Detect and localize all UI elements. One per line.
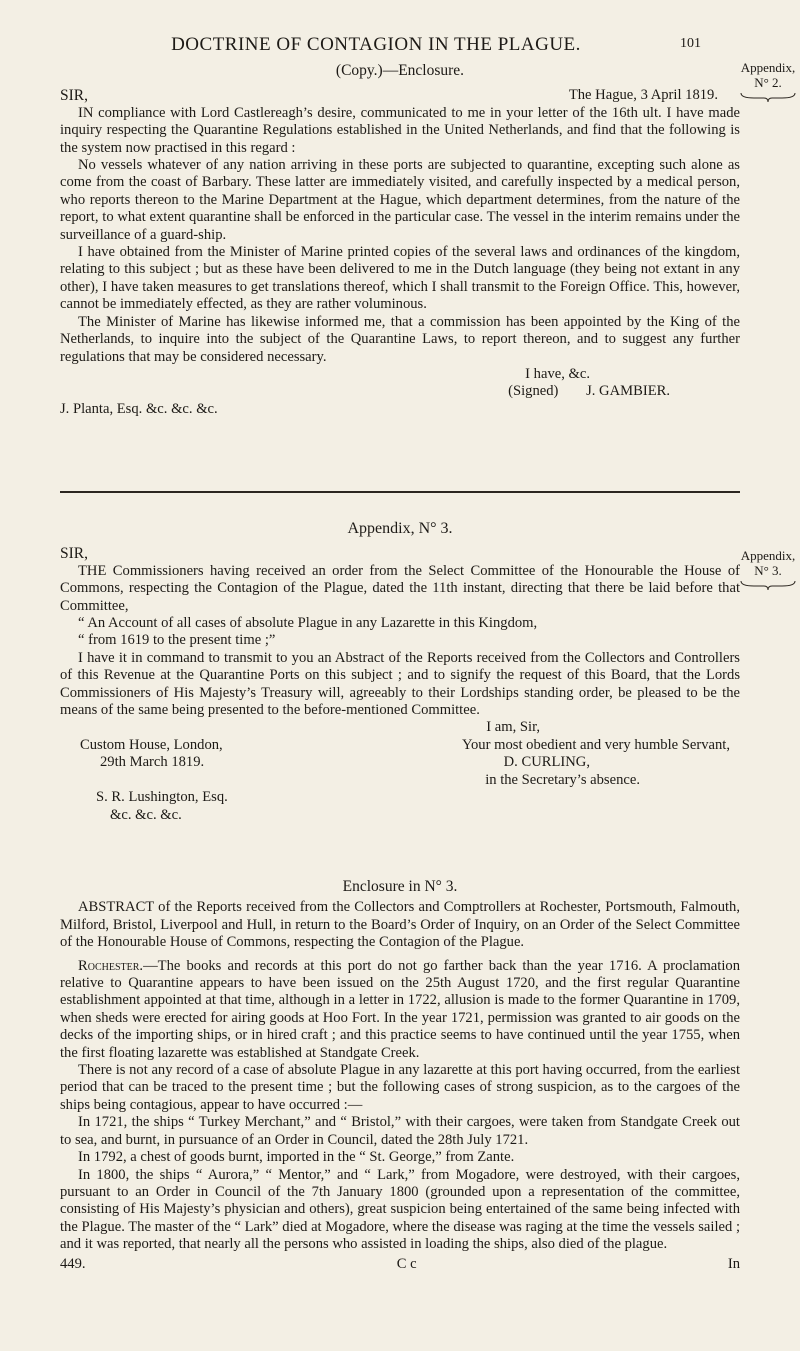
paragraph: No vessels whatever of any nation arriving in these ports are subjected to quarantine, excepting such alone as come from the coast of Barbary. These latter are immediately visited, and carefully inspected by a medical person, who reports thereon to the Marine Department at the Hague, which department determines, from the nature of the report, to what extent quarantine shall be enforced in the particular case. The vessel in the interim remains under the surveillance of a guard-ship. [60,157,740,243]
paragraph: THE Commissioners having received an order from the Select Committee of the Honourable the House of Commons, respecting the Contagion of the Plague, dated the 11th instant, directing that there be laid before that Committee, [60,562,740,614]
enclosure-abstract [60,878,740,1273]
addressee: J. Planta, Esq. &c. &c. &c. [60,400,218,417]
brace-icon [740,92,796,102]
closing-row [60,737,740,754]
page-number: 101 [680,36,701,51]
abstract-title: ABSTRACT of the Reports received from the Collectors and Comptrollers at Rochester, Portsmouth, Falmouth, Milford, Bristol, Liverpool and Hull, in return to the Board’s Order of Inquiry, on an Order of the Select Committee of the Honourable House of Commons, respecting the Contagion of the Plague. [60,899,740,951]
paragraph: I have it in command to transmit to you an Abstract of the Reports received from the Collectors and Controllers of this Revenue at the Quarantine Ports on this subject ; and to signify the request of this Board, that the Lords Commissioners of His Majesty’s Treasury will, agreeably to their Lordships standing order, be pleased to be the means of the same being presented to the before-mentioned Committee. [60,649,740,719]
section-divider [60,491,740,493]
signature-mark: C c [396,1255,417,1272]
letter-header-row [60,87,740,104]
signature-block [60,383,740,400]
closing: I am, Sir, [486,719,540,736]
date-row [60,754,740,771]
quotation: “ from 1619 to the present time ;” [78,632,276,649]
margin-note-appendix-3: Appendix, N° 3. [740,548,796,590]
running-header: DOCTRINE OF CONTAGION IN THE PLAGUE. [171,34,581,55]
place: Custom House, London, [80,736,223,753]
paragraph: —The books and records at this port do not go farther back than the year 1716. A proclamation relative to Quarantine appears to have been issued on the 25th August 1720, and the first regular Quarantine establishment appointed at that time, although in a letter in 1722, allusion is made to the former Quarantine in 1709, when sheds were erected for airing goods at Hoo Fort. In the year 1721, permission was granted to air goods on the decks of the importing ships, or in hired craft ; and this practice seems to have continued until the year 1755, when the first floating lazarette was established at Standgate Creek. [60,957,740,1061]
signature: J. GAMBIER. [586,383,670,400]
paragraph: In 1800, the ships “ Aurora,” “ Mentor,” and “ Lark,” from Mogadore, were destroyed, with their cargoes, pursuant to an Order in Council of the 7th January 1800 (grounded upon a representation of the committee, consisting of His Majesty’s physician and others), great suspicion being entertained of the same being infected with the Plague. The master of the “ Lark” died at Mogadore, where the disease was raging at the time the vessels sailed ; and it was reported, that nearly all the persons who assisted in loading the ships, also died of the plague. [60,1166,740,1253]
salutation: SIR, [60,545,88,563]
paragraph: In 1792, a chest of goods burnt, imported in the “ St. George,” from Zante. [78,1149,515,1166]
paragraph: The Minister of Marine has likewise informed me, that a commission has been appointed by the King of the Netherlands, to inquire into the subject of the Quarantine Laws, to report thereon, and to suggest any further regulations that may be considered necessary. [60,313,740,365]
quotation: “ An Account of all cases of absolute Plague in any Lazarette in this Kingdom, [78,615,538,632]
paragraph: IN compliance with Lord Castlereagh’s desire, communicated to me in your letter of the 16th ult. I have made inquiry respecting the Quarantine Regulations established in the United Netherlands, and find that the following is the system now practised in this regard : [60,104,740,156]
letter-custom-house [60,520,740,824]
footer-number: 449. [60,1255,86,1272]
enclosure-heading: (Copy.)—Enclosure. [335,62,465,79]
rochester-paragraph [60,958,740,1062]
brace-icon [740,580,796,590]
paragraph: In 1721, the ships “ Turkey Merchant,” and “ Bristol,” with their cargoes, were taken from Standgate Creek out to sea, and burnt, in pursuance of an Order in Council, dated the 28th July 1721. [60,1114,740,1148]
addressee: &c. &c. &c. [110,806,182,823]
appendix-heading: Appendix, N° 3. [347,520,453,537]
closing: I have, &c. [525,365,590,382]
enclosure-heading: Enclosure in N° 3. [342,878,458,895]
signature: D. CURLING, [503,754,590,771]
addressee: S. R. Lushington, Esq. [96,789,228,806]
page-footer [60,1256,740,1273]
place-date: The Hague, 3 April 1819. [568,87,718,104]
margin-note-appendix-2: Appendix, N° 2. [740,60,796,102]
date: 29th March 1819. [100,754,205,771]
rochester-label: Rochester. [78,957,144,974]
secretary-note: in the Secretary’s absence. [485,771,640,788]
salutation: SIR, [60,87,88,105]
signed-label: (Signed) [508,383,559,400]
paragraph: There is not any record of a case of absolute Plague in any lazarette at this port having occurred, from the earliest period that can be traced to the present time ; but the following cases of strong suspicion, as to the cargoes of the ships being contagious, appear to have occurred :— [60,1062,740,1113]
closing-servant: Your most obedient and very humble Servant, [461,736,730,753]
catchword: In [727,1255,740,1272]
paragraph: I have obtained from the Minister of Marine printed copies of the several laws and ordinances of the kingdom, relating to this subject ; but as these have been delivered to me in the Dutch language (they being not extant in any other), I have taken measures to get translations thereof, which I shall transmit to the Foreign Office. This, however, cannot be immediately effected, as they are rather voluminous. [60,244,740,313]
letter-hague [60,62,740,418]
